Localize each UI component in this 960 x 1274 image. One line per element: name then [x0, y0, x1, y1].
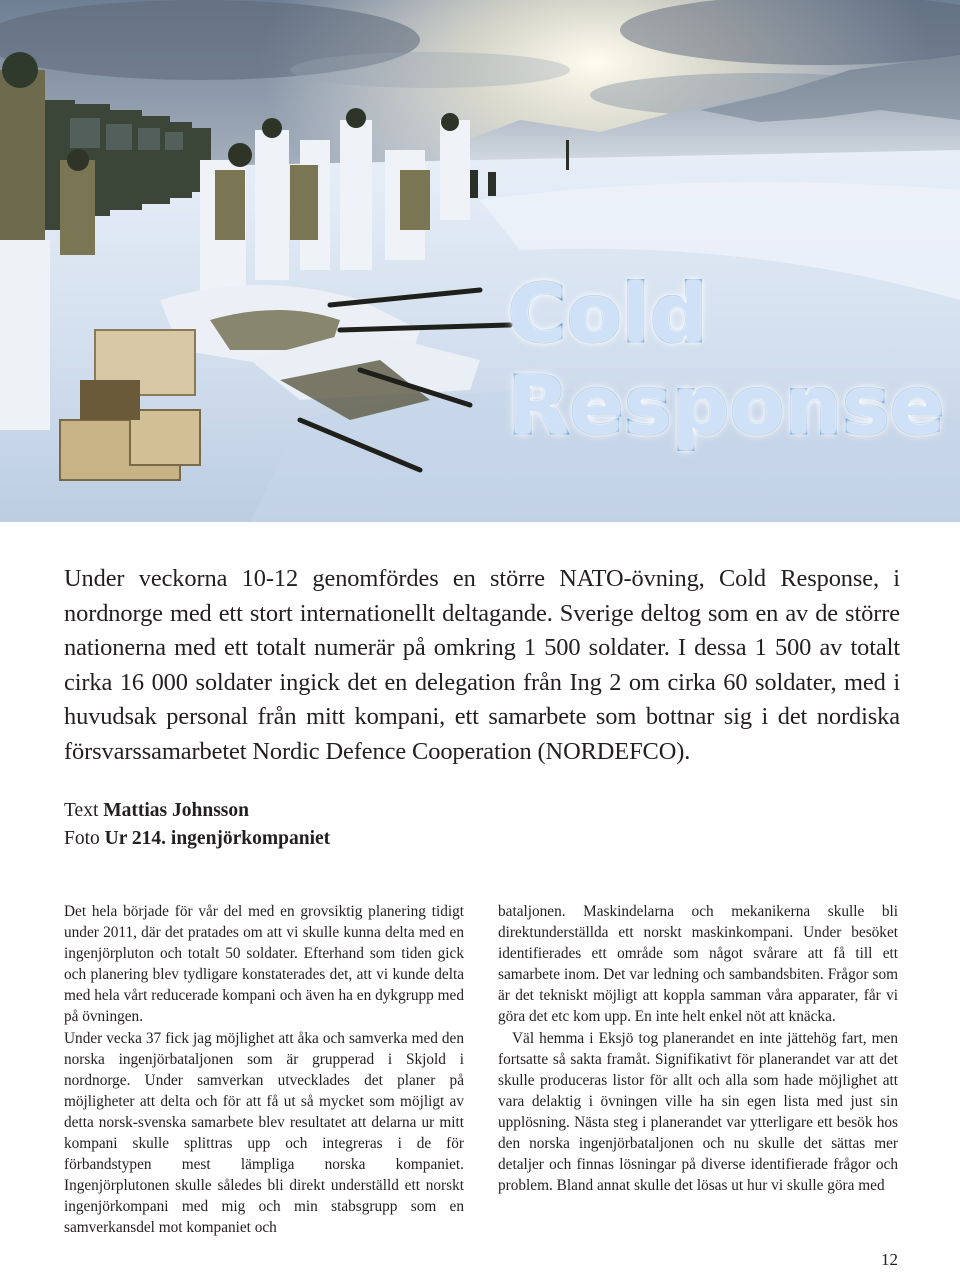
body-paragraph: Det hela började för vår del med en grovsiktig planering tidigt under 2011, där det pratades om att vi skulle kunna delta med en ingenjörpluton och totalt 50 soldater. Efterhand som tiden gick och planering blev tydligare konstaterades det, att vi kunde delta med hela vårt reducerade kompani och även ha en dykgrupp med på övningen. — [64, 903, 464, 1026]
body-column-right — [498, 901, 898, 1196]
body-paragraph: bataljonen. Maskindelarna och mekanikerna skulle bli direktunderställda ett norskt maskinkompani. Under besöket identifierades ett område som något svårare att få till ett samarbete inom. Det var ledning och sambandsbiten. Frågor som är det tekniskt möjligt att koppla samman våra apparater, får vi göra det etc kom upp. En inte helt enkel nöt att knäcka. — [498, 903, 898, 1026]
body-column-left — [64, 901, 464, 1239]
article-title — [508, 268, 945, 452]
body-paragraph: Väl hemma i Eksjö tog planerandet en inte jättehög fart, men fortsatte så sakta framåt. Signifikativt för planerandet var att det skulle produceras listor för allt och alla som hade möjlighet att vara delaktig i övningen ville ha sin egen lista med just sin upplösning. Nästa steg i planerandet var ytterligare ett besök hos den norska ingenjörbataljonen och nu skulle det sättas mer detaljer och finnas lösningar på diverse identifierade frågor och problem. Bland annat skulle det lösas ut hur vi skulle göra med — [498, 1029, 898, 1195]
article-title-line-1: Cold — [508, 268, 708, 360]
credits — [64, 797, 330, 853]
intro-paragraph: Under veckorna 10-12 genomfördes en större NATO-övning, Cold Response, i nordnorge med ett stort internationellt deltagande. Sverige deltog som en av de större nationerna med ett totalt numerär på omkring 1 500 soldater. I dessa 1 500 av totalt cirka 16 000 soldater ingick det en delegation från Ing 2 om cirka 60 soldater, med i huvudsak personal från mitt kompani, ett samarbete som bottnar sig i det nordiska försvarssamarbetet Nordic Defence Cooperation (NORDEFCO). — [64, 565, 900, 765]
page-number: 12 — [881, 1250, 898, 1269]
article-title-line-2: Response — [508, 360, 946, 452]
text-credit-label: Text — [64, 800, 99, 821]
body-paragraph: Under vecka 37 fick jag möjlighet att åka och samverka med den norska ingenjörbataljonen som är grupperad i Skjold i nordnorge. Under samverkan utvecklades det planer på möjligheter att delta och för att få ut så mycket som möjligt av detta norsk-svenska samarbete blev resultatet att delarna ur mitt kompani skulle splittras upp och integreras i de för förbandstypen mest lämpliga norska kompaniet. Ingenjörplutonen skulle således bli direkt underställd ett norskt ingenjörkompani med mig och min stabsgrupp som en samverkansdel mot kompaniet och — [64, 1029, 464, 1237]
text-credit — [64, 797, 330, 825]
photo-credit-name: Ur 214. ingenjörkompaniet — [104, 828, 331, 849]
photo-credit-label: Foto — [64, 828, 100, 849]
text-credit-name: Mattias Johnsson — [103, 800, 249, 821]
photo-credit — [64, 825, 330, 853]
hero-photo — [0, 0, 960, 522]
